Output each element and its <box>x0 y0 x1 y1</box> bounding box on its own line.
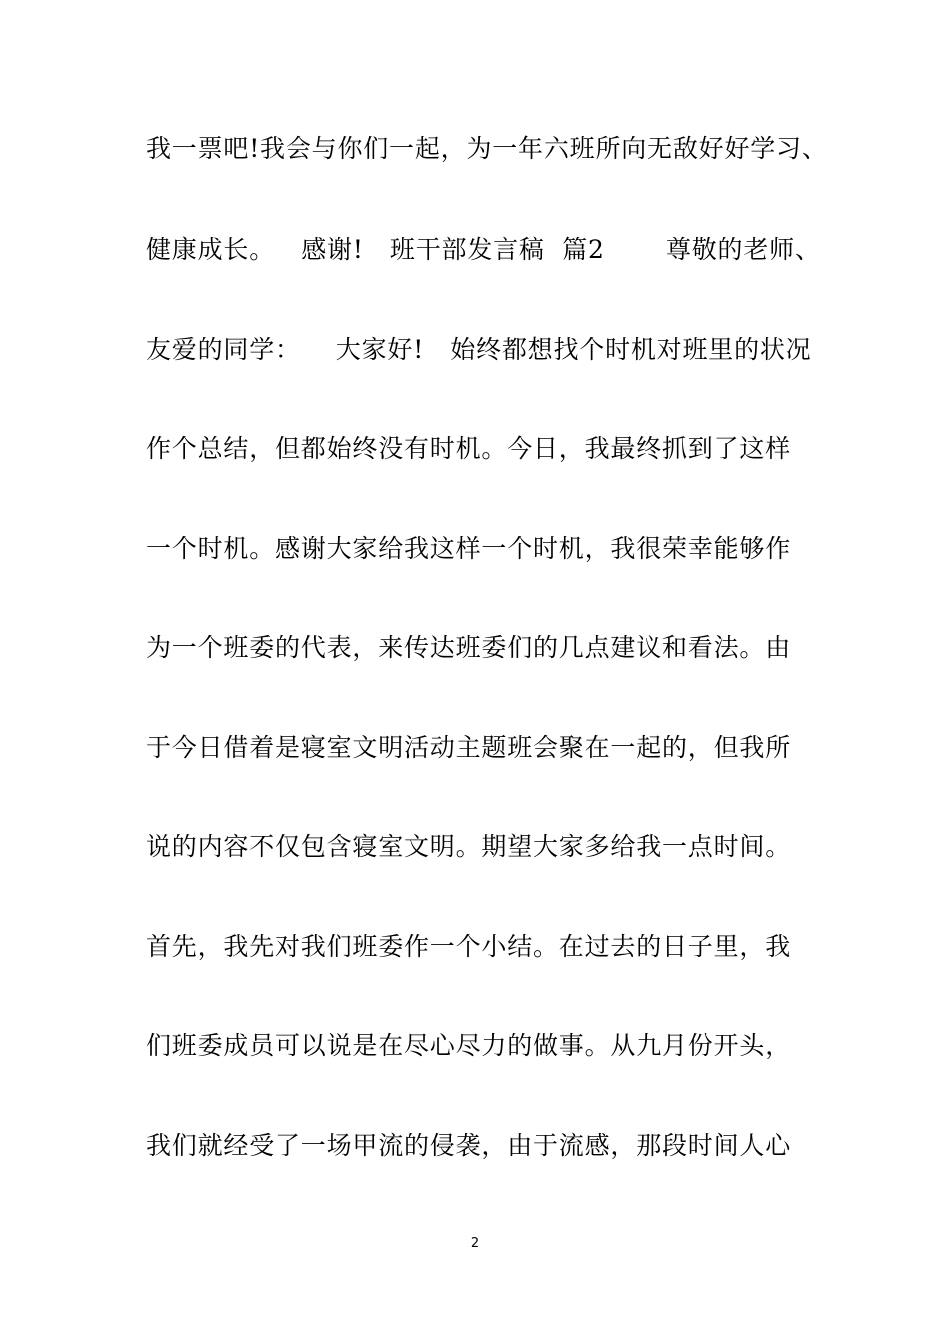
text-line-5: 一个时机。感谢大家给我这样一个时机，我很荣幸能够作 <box>146 534 792 563</box>
text-line-6: 为一个班委的代表，来传达班委们的几点建议和看法。由 <box>146 633 792 662</box>
text-line-3: 友爱的同学： 大家好! 始终都想找个时机对班里的状况 <box>146 335 812 364</box>
text-line-9: 首先，我先对我们班委作一个小结。在过去的日子里，我 <box>146 932 792 961</box>
text-line-4: 作个总结，但都始终没有时机。今日，我最终抓到了这样 <box>146 434 792 463</box>
text-line-2: 健康成长。 感谢! 班干部发言稿 篇2 尊敬的老师、 <box>146 235 821 264</box>
text-line-10: 们班委成员可以说是在尽心尽力的做事。从九月份开头， <box>146 1031 792 1060</box>
text-line-8: 说的内容不仅包含寝室文明。期望大家多给我一点时间。 <box>146 832 792 861</box>
text-line-1: 我一票吧!我会与你们一起，为一年六班所向无敌好好学习、 <box>146 134 828 163</box>
text-line-11: 我们就经受了一场甲流的侵袭，由于流感，那段时间人心 <box>146 1131 792 1160</box>
text-line-7: 于今日借着是寝室文明活动主题班会聚在一起的，但我所 <box>146 733 792 762</box>
page-number: 2 <box>470 1236 480 1251</box>
